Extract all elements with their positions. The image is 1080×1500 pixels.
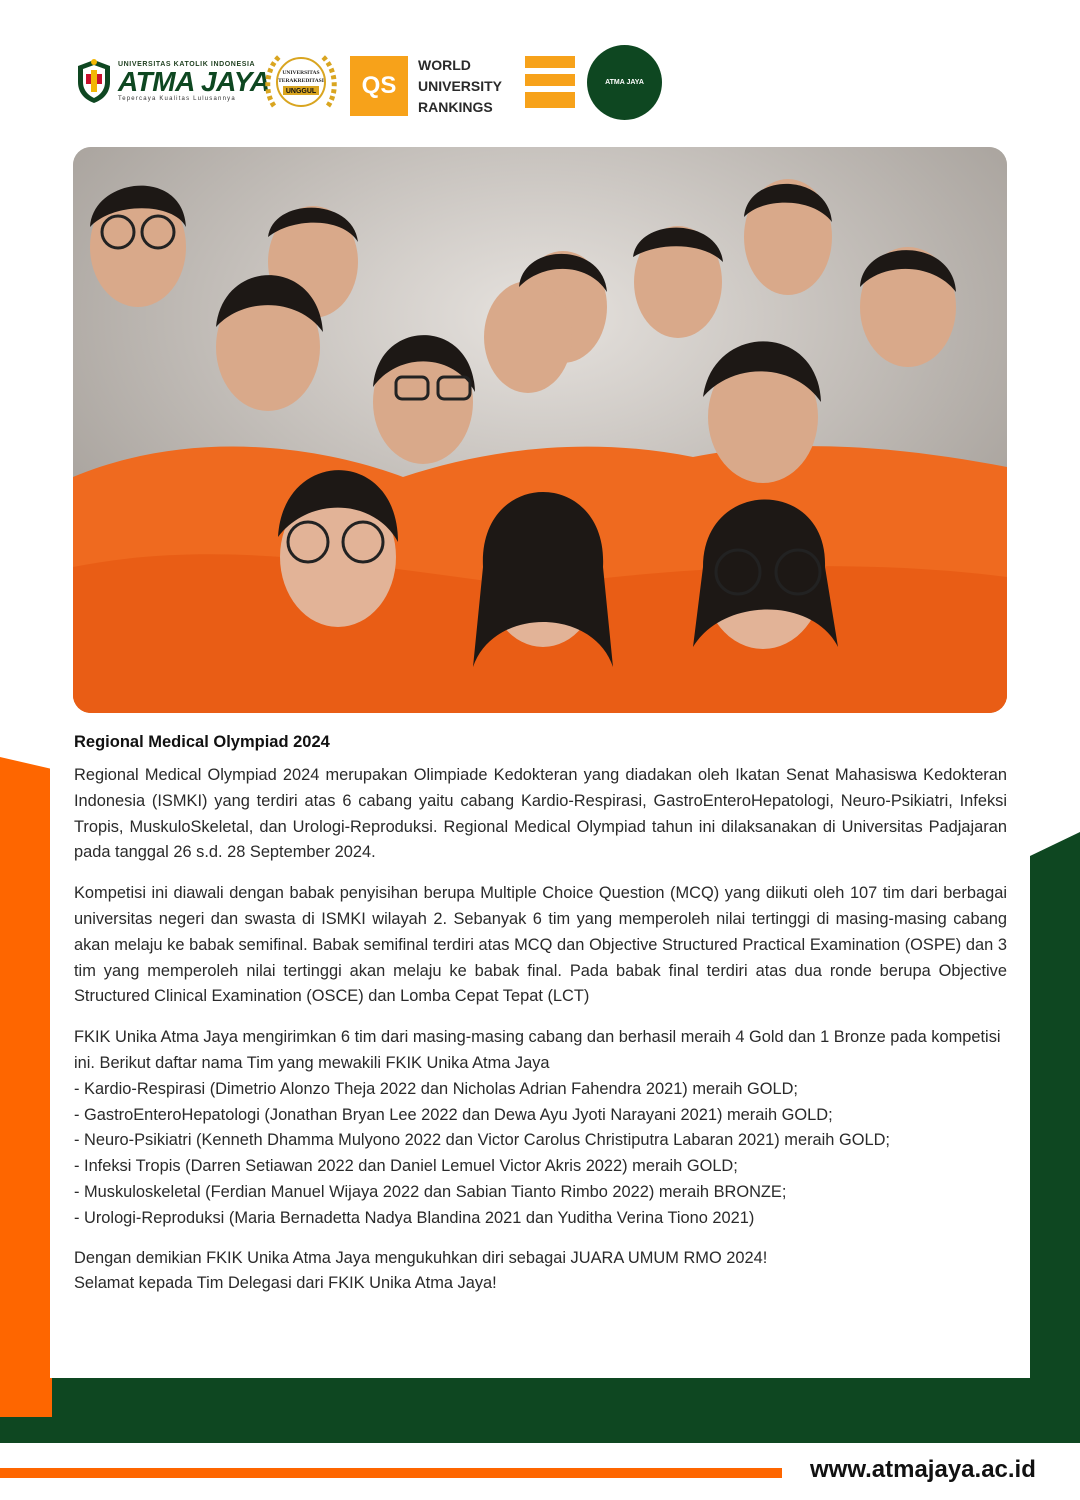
qs-logo: QS <box>350 56 408 116</box>
accreditation-badge-icon <box>262 46 340 120</box>
article-paragraph-competition: Kompetisi ini diawali dengan babak penyisihan berupa Multiple Choice Question (MCQ) yang diikuti oleh 107 tim dari berbagai universitas negeri dan swasta di ISMKI wilayah 2. Sebanyak 6 tim yang memperoleh nilai tertinggi di masing-masing cabang akan melaju ke babak semifinal. Babak semifinal terdiri atas MCQ dan Objective Structured Practical Examination (OSPE) dan 3 tim yang memperoleh nilai tertinggi akan melaju ke babak final. Pada babak final terdiri atas dua ronde berupa Objective Structured Clinical Examination (OSCE) dan Lomba Cepat Tepat (LCT) <box>74 884 1007 1006</box>
article-paragraph-intro: Regional Medical Olympiad 2024 merupakan Olimpiade Kedokteran yang diadakan oleh Ikatan Senat Mahasiswa Kedokteran Indonesia (ISMKI) yang terdiri atas 6 cabang yaitu cabang Kardio-Respirasi, GastroEnteroHepatologi, Neuro-Psikiatri, Infeksi Tropis, MuskuloSkeletal, dan Urologi-Reproduksi. Regional Medical Olympiad tahun ini dilaksanakan di Universitas Padjajaran pada tanggal 26 s.d. 28 September 2024. <box>74 766 1007 862</box>
accreditation-line1: UNIVERSITAS <box>282 70 320 76</box>
orange-left-accent <box>0 757 52 1417</box>
list-item: - Kardio-Respirasi (Dimetrio Alonzo Theja 2022 dan Nicholas Adrian Fahendra 2021) meraih GOLD; <box>74 1079 798 1098</box>
qs-bars-icon <box>525 56 575 114</box>
university-name: ATMA JAYA <box>118 65 270 97</box>
list-item: - Infeksi Tropis (Darren Setiawan 2022 dan Daniel Lemuel Victor Akris 2022) meraih GOLD; <box>74 1157 738 1176</box>
group-photo-illustration <box>73 147 1007 713</box>
team-group-photo <box>73 147 1007 713</box>
list-item: - Muskuloskeletal (Ferdian Manuel Wijaya 2022 dan Sabian Tianto Rimbo 2022) meraih BRONZE; <box>74 1182 787 1201</box>
closing-congratulations: Selamat kepada Tim Delegasi dari FKIK Unika Atma Jaya! <box>74 1274 497 1293</box>
article-title: Regional Medical Olympiad 2024 <box>74 733 330 751</box>
atma-jaya-logo <box>76 50 270 112</box>
green-right-accent <box>1030 832 1080 1392</box>
list-item: - Neuro-Psikiatri (Kenneth Dhamma Mulyono 2022 dan Victor Carolus Christiputra Labaran 2021) meraih GOLD; <box>74 1131 890 1150</box>
website-link[interactable]: www.atmajaya.ac.id <box>810 1456 1036 1483</box>
circle-logo-text: ATMA JAYA <box>605 78 644 86</box>
accreditation-grade: UNGGUL <box>285 88 317 95</box>
article-body <box>74 732 1007 1297</box>
footer-orange-line <box>0 1468 782 1478</box>
accreditation-line2: TERAKREDITASI <box>278 78 324 84</box>
qs-text-line: RANKINGS <box>418 99 493 115</box>
article-paragraph-teams-intro: FKIK Unika Atma Jaya mengirimkan 6 tim dari masing-masing cabang dan berhasil meraih 4 Gold dan 1 Bronze pada kompetisi ini. Berikut daftar nama Tim yang mewakili FKIK Unika Atma Jaya <box>74 1028 1001 1072</box>
green-footer-band <box>0 1375 1080 1443</box>
qs-rankings-text <box>418 55 502 118</box>
list-item: - Urologi-Reproduksi (Maria Bernadetta Nadya Blandina 2021 dan Yuditha Verina Tiono 2021) <box>74 1208 755 1227</box>
qs-text-line: WORLD <box>418 57 471 73</box>
university-crest-icon <box>76 58 112 104</box>
team-list <box>74 1077 1007 1232</box>
list-item: - GastroEnteroHepatologi (Jonathan Bryan Lee 2022 dan Dewa Ayu Jyoti Narayani 2021) meraih GOLD; <box>74 1105 833 1124</box>
qs-text-line: UNIVERSITY <box>418 78 503 94</box>
university-small-label: UNIVERSITAS KATOLIK INDONESIA <box>118 60 256 68</box>
closing-statement: Dengan demikian FKIK Unika Atma Jaya mengukuhkan diri sebagai JUARA UMUM RMO 2024! <box>74 1248 768 1267</box>
university-tagline: Tepercaya Kualitas Lulusannya <box>118 95 236 102</box>
atma-jaya-circle-logo <box>587 45 662 120</box>
